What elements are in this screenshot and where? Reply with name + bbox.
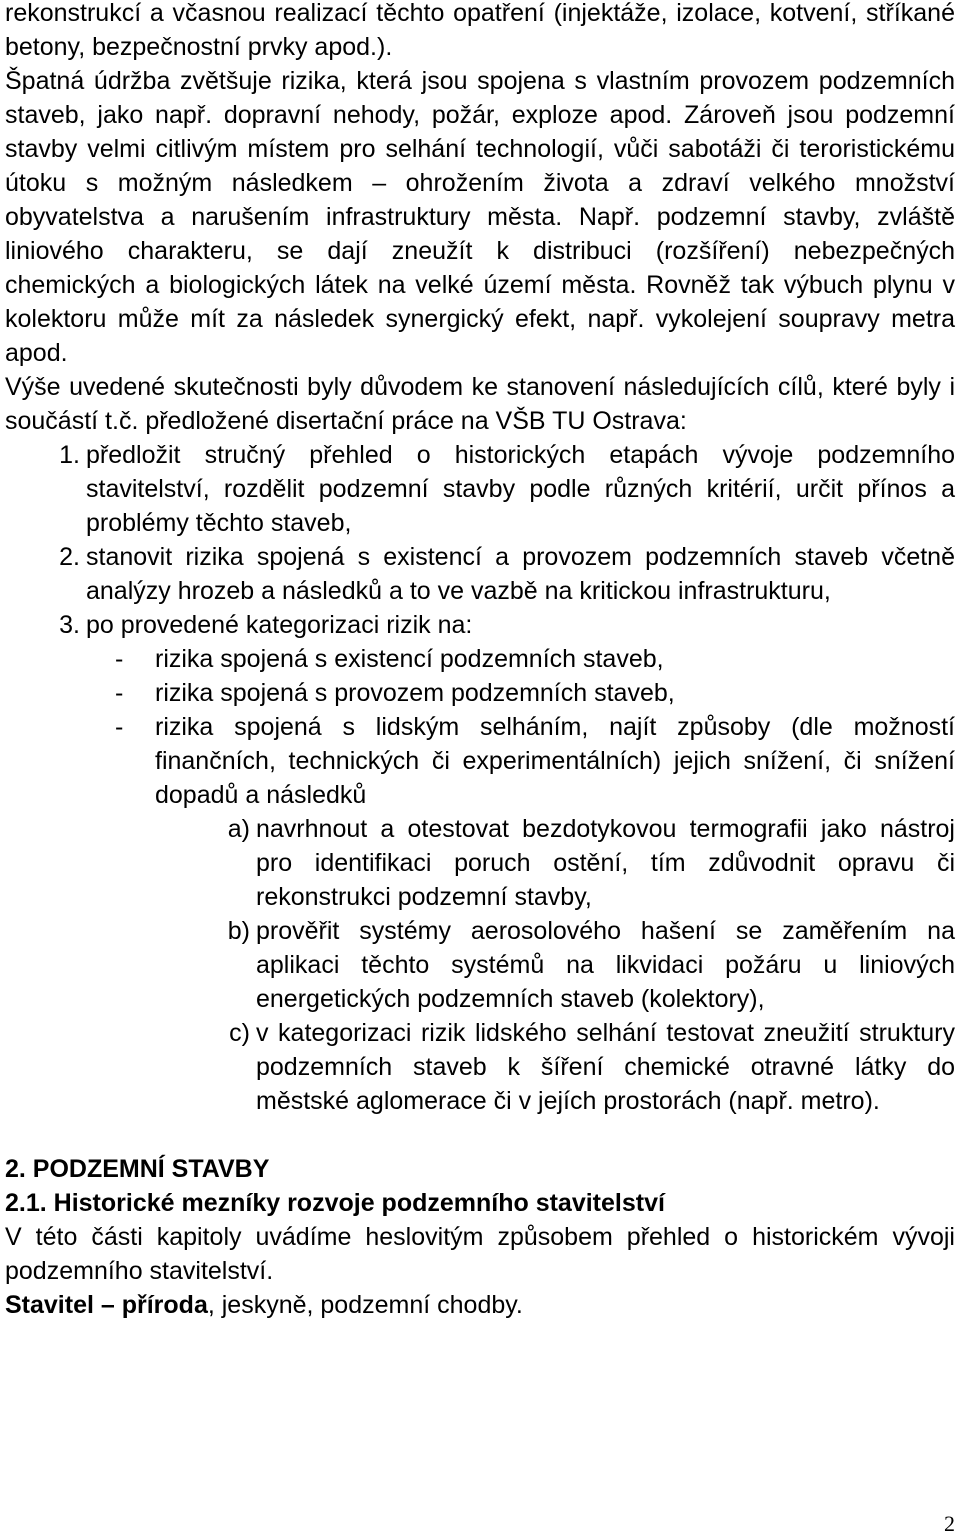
dash-bullet: - — [115, 645, 124, 673]
goal-text: předložit stručný přehled o historických etapách vývoje podzemního stavitelství, rozdělit podzemní stavby podle různých kritérií, určit přínos a problémy těchto staveb, — [86, 441, 955, 537]
subgoal-label: c) — [229, 1019, 250, 1047]
goal-item-2 — [5, 540, 955, 608]
risk-category-3 — [5, 710, 955, 812]
subgoal-b — [5, 914, 955, 1016]
chapter-heading: 2. PODZEMNÍ STAVBY — [5, 1155, 270, 1183]
subgoal-c — [5, 1016, 955, 1118]
risk-category-text: rizika spojená s provozem podzemních staveb, — [155, 679, 675, 707]
subgoal-label: b) — [227, 917, 250, 945]
keyword-line — [5, 1288, 955, 1322]
risk-category-1 — [5, 642, 955, 676]
document-page — [5, 0, 955, 1322]
goal-item-1 — [5, 438, 955, 540]
goal-text: stanovit rizika spojená s existencí a provozem podzemních staveb včetně analýzy hrozeb a následků a to ve vazbě na kritickou infrastrukturu, — [86, 543, 955, 605]
subgoal-text: v kategorizaci rizik lidského selhání testovat zneužití struktury podzemních staveb k šíření chemické otravné látky do městské aglomerace či v jejích prostorách (např. metro). — [256, 1019, 955, 1115]
paragraph-intro: rekonstrukcí a včasnou realizací těchto opatření (injektáže, izolace, kotvení, stříkané betony, bezpečnostní prvky apod.). — [5, 0, 955, 61]
subgoal-label: a) — [227, 815, 250, 843]
page-number: 2 — [944, 1511, 955, 1536]
keyword-bold: Stavitel – příroda — [5, 1291, 208, 1319]
risk-category-text: rizika spojená s existencí podzemních staveb, — [155, 645, 664, 673]
dash-bullet: - — [115, 713, 124, 741]
risk-category-2 — [5, 676, 955, 710]
subgoal-text: navrhnout a otestovat bezdotykovou termografii jako nástroj pro identifikaci poruch ostění, tím zdůvodnit opravu či rekonstrukci podzemní stavby, — [256, 815, 955, 911]
goal-text: po provedené kategorizaci rizik na: — [86, 611, 473, 639]
goal-item-3 — [5, 608, 955, 642]
subgoal-text: prověřit systémy aerosolového hašení se zaměřením na aplikaci těchto systémů na likvidaci požáru u liniových energetických podzemních staveb (kolektory), — [256, 917, 955, 1013]
goal-number: 2. — [59, 543, 80, 571]
section-heading: 2.1. Historické mezníky rozvoje podzemního stavitelství — [5, 1189, 665, 1217]
spacer — [5, 1118, 955, 1152]
goal-number: 1. — [59, 441, 80, 469]
keyword-rest: , jeskyně, podzemní chodby. — [207, 1291, 523, 1319]
paragraph-risks: Špatná údržba zvětšuje rizika, která jsou spojena s vlastním provozem podzemních staveb, jako např. dopravní nehody, požár, exploze apod. Zároveň jsou podzemní stavby velmi citlivým místem pro selhání technologií, vůči sabotáži či teroristickému útoku s možným následkem – ohrožením života a zdraví velkého množství obyvatelstva a narušením infrastruktury města. Např. podzemní stavby, zvláště liniového charakteru, se dají zneužít k distribuci (rozšíření) nebezpečných chemických a biologických látek na velké území města. Rovněž tak výbuch plynu v kolektoru může mít za následek synergický efekt, např. vykolejení soupravy metra apod. — [5, 67, 955, 367]
dash-bullet: - — [115, 679, 124, 707]
subgoal-a — [5, 812, 955, 914]
section-intro: V této části kapitoly uvádíme heslovitým způsobem přehled o historickém vývoji podzemního stavitelství. — [5, 1223, 955, 1285]
paragraph-goals-intro: Výše uvedené skutečnosti byly důvodem ke stanovení následujících cílů, které byly i součástí t.č. předložené disertační práce na VŠB TU Ostrava: — [5, 373, 955, 435]
risk-category-text: rizika spojená s lidským selháním, najít způsoby (dle možností finančních, technických či experimentálních) jejich snížení, či snížení dopadů a následků — [155, 713, 955, 809]
goal-number: 3. — [59, 611, 80, 639]
